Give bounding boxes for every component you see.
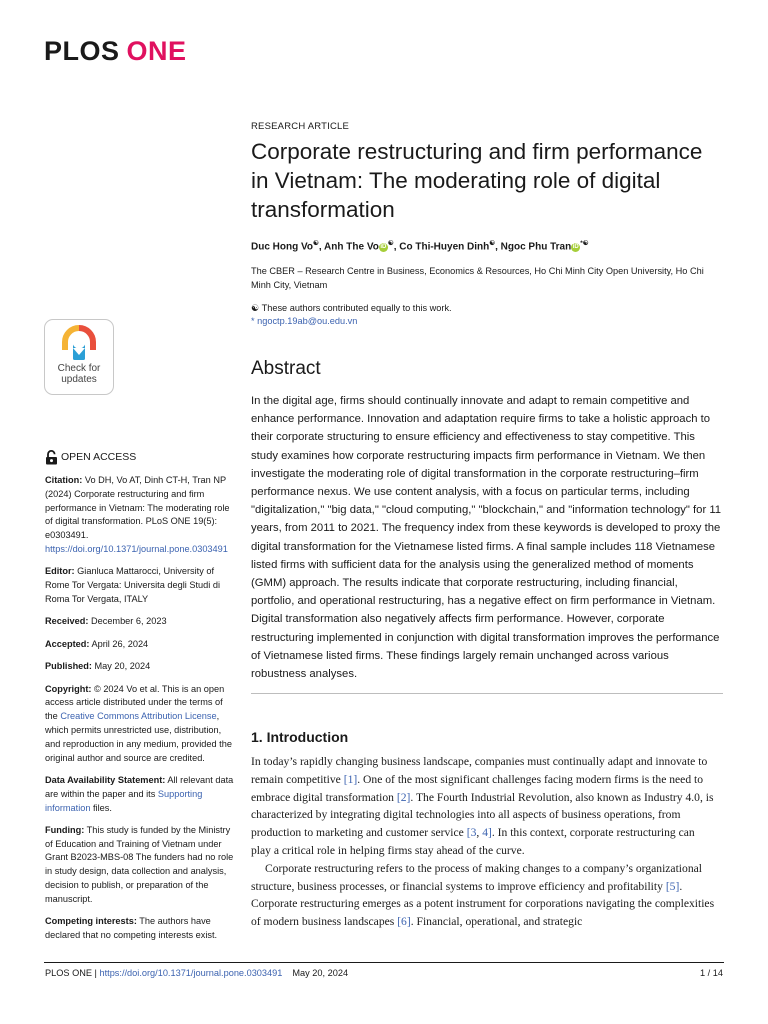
check-updates-icon bbox=[61, 324, 97, 362]
paragraph: In today’s rapidly changing business landscape, companies must continually adapt and innovate to remain competitive [1]. One of the most significant challenges facing modern firms is the need to embrace digital transformation [2]. The Fourth Industrial Revolution, also known as Industry 4.0, is characterized by integrating digital technologies into all aspects of business operations, from production to marketing and customer service [3, 4]. In this context, corporate restructuring can play a critical role in helping firms stay ahead of the curve. bbox=[251, 755, 714, 857]
equal-contribution-note: ☯ These authors contributed equally to this work. bbox=[251, 303, 452, 313]
citation-doi-link[interactable]: https://doi.org/10.1371/journal.pone.0303491 bbox=[45, 543, 228, 554]
author-list: Duc Hong Vo☯, Anh The Vo iD☯, Co Thi-Huyen Dinh☯, Ngoc Phu Tran iD*☯ bbox=[251, 240, 589, 253]
author-name[interactable]: Co Thi-Huyen Dinh bbox=[399, 241, 490, 253]
orcid-icon[interactable]: iD bbox=[572, 244, 579, 251]
open-access-label: OPEN ACCESS bbox=[61, 450, 137, 463]
paragraph: Corporate restructuring refers to the process of making changes to a company’s organizational structure, business processes, or financial systems to improve efficiency and profitability [5]. Corporate restructuring emerges as a potent instrument for corporations navigating the complexities of modern business landscapes [6]. Financial, operational, and strategic bbox=[251, 861, 715, 929]
author-name[interactable]: Anh The Vo bbox=[324, 241, 379, 253]
author-name[interactable]: Ngoc Phu Tran bbox=[500, 241, 572, 253]
editor-block: Editor: Gianluca Mattarocci, University of Rome Tor Vergata: Universita degli Studi di Roma Tor Vergata, ITALY bbox=[45, 566, 220, 604]
citation-ref[interactable]: [2] bbox=[396, 790, 411, 804]
check-updates-label: Check for updates bbox=[57, 363, 101, 385]
email-link[interactable]: ngoctp.19ab@ou.edu.vn bbox=[254, 316, 358, 326]
affiliation: The CBER – Research Centre in Business, Economics & Resources, Ho Chi Minh City Open University, Ho Chi Minh City, Vietnam bbox=[251, 266, 704, 290]
footer-doi-link[interactable]: https://doi.org/10.1371/journal.pone.0303491 bbox=[99, 968, 283, 978]
abstract-heading: Abstract bbox=[251, 358, 321, 379]
section-heading: 1. Introduction bbox=[251, 729, 349, 745]
footer: PLOS ONE | https://doi.org/10.1371/journal.pone.0303491 May 20, 2024 bbox=[45, 968, 349, 978]
page-number: 1 / 14 bbox=[700, 968, 723, 978]
logo-plos: PLOS bbox=[44, 36, 120, 66]
check-for-updates-button[interactable] bbox=[44, 319, 114, 395]
article-title: Corporate restructuring and firm performance in Vietnam: The moderating role of digital transformation bbox=[251, 139, 703, 222]
journal-logo[interactable] bbox=[44, 36, 187, 66]
data-availability-block: Data Availability Statement: All relevant data are within the paper and its Supporting information files. bbox=[45, 774, 234, 813]
footer-date: May 20, 2024 bbox=[292, 968, 349, 978]
competing-interests-block: Competing interests: The authors have declared that no competing interests exist. bbox=[45, 916, 218, 941]
citation-ref[interactable]: 4 bbox=[482, 826, 488, 840]
article-info-sidebar bbox=[45, 450, 237, 951]
published-date: Published: May 20, 2024 bbox=[45, 661, 151, 672]
footer-journal: PLOS ONE bbox=[45, 968, 92, 978]
supporting-info-link[interactable]: Supporting information bbox=[45, 788, 203, 813]
citation-ref[interactable]: [3 bbox=[466, 826, 477, 840]
article-type: RESEARCH ARTICLE bbox=[251, 121, 350, 132]
orcid-icon[interactable]: iD bbox=[380, 244, 387, 251]
author-notes bbox=[251, 302, 452, 328]
citation-ref[interactable]: [5] bbox=[665, 879, 680, 893]
accepted-date: Accepted: April 26, 2024 bbox=[45, 638, 149, 649]
citation-block: Citation: Vo DH, Vo AT, Dinh CT-H, Tran NP (2024) Corporate restructuring and firm performance in Vietnam: The moderating role of digital transformation. PLoS ONE 19(5): e0303491. https://doi.org/10.1371/journal.pone.0303491 bbox=[45, 475, 230, 554]
logo-one: ONE bbox=[126, 36, 187, 66]
citation-ref[interactable]: [1] bbox=[343, 772, 358, 786]
body-text bbox=[251, 753, 717, 931]
corresponding-email: * ngoctp.19ab@ou.edu.vn bbox=[251, 316, 358, 326]
author-name[interactable]: Duc Hong Vo bbox=[251, 241, 314, 253]
received-date: Received: December 6, 2023 bbox=[45, 616, 167, 627]
abstract-text: In the digital age, firms should continually innovate and adapt to remain competitive and enhance performance. Innovation and adaptation require firms to take a holistic approach to their corporate structuring to ensure efficiency and effectiveness to stay competitive. This study examines how corporate restructuring impacts firm performance in Vietnam. We then investigate the moderating role of digital transformation in the corporate restructuring–firm performance nexus. We use content analysis, with a focus on particular terms, including "digitalization," "big data," "cloud computing," "blockchain," and "information technology" for 11 years, from 2011 to 2021. The frequency index from these keywords is developed to proxy the digital transformation for the Vietnamese listed firms. A final sample includes 118 Vietnamese listed firms with sufficient data for the analysis using the generalized method of moments (GMM) approach. The results indicate that corporate restructuring, including financial, portfolio, and operational restructuring, has a negative effect on firm performance in Vietnam. Digital transformation also negatively affects firm performance. However, corporate restructuring implemented in conjunction with digital transformation improves the performance of Vietnamese listed firms. These findings largely remain unchanged across various robustness analyses. bbox=[251, 395, 722, 681]
cc-license-link[interactable]: Creative Commons Attribution License bbox=[60, 711, 217, 722]
citation-ref[interactable]: [6] bbox=[397, 915, 411, 929]
copyright-block: Copyright: © 2024 Vo et al. This is an open access article distributed under the terms of the Creative Commons Attribution License, which permits unrestricted use, distribution, and reproduction in any medium, provided the original author and source are credited. bbox=[45, 683, 232, 763]
funding-block: Funding: This study is funded by the Ministry of Education and Training of Vietnam under Grant B2023-MBS-08 The funders had no role in study design, data collection and analysis, decision to publish, or preparation of the manuscript. bbox=[45, 824, 234, 904]
footer-divider bbox=[44, 962, 724, 963]
open-access-badge bbox=[45, 450, 237, 465]
open-lock-icon bbox=[45, 450, 58, 465]
divider bbox=[251, 693, 723, 694]
